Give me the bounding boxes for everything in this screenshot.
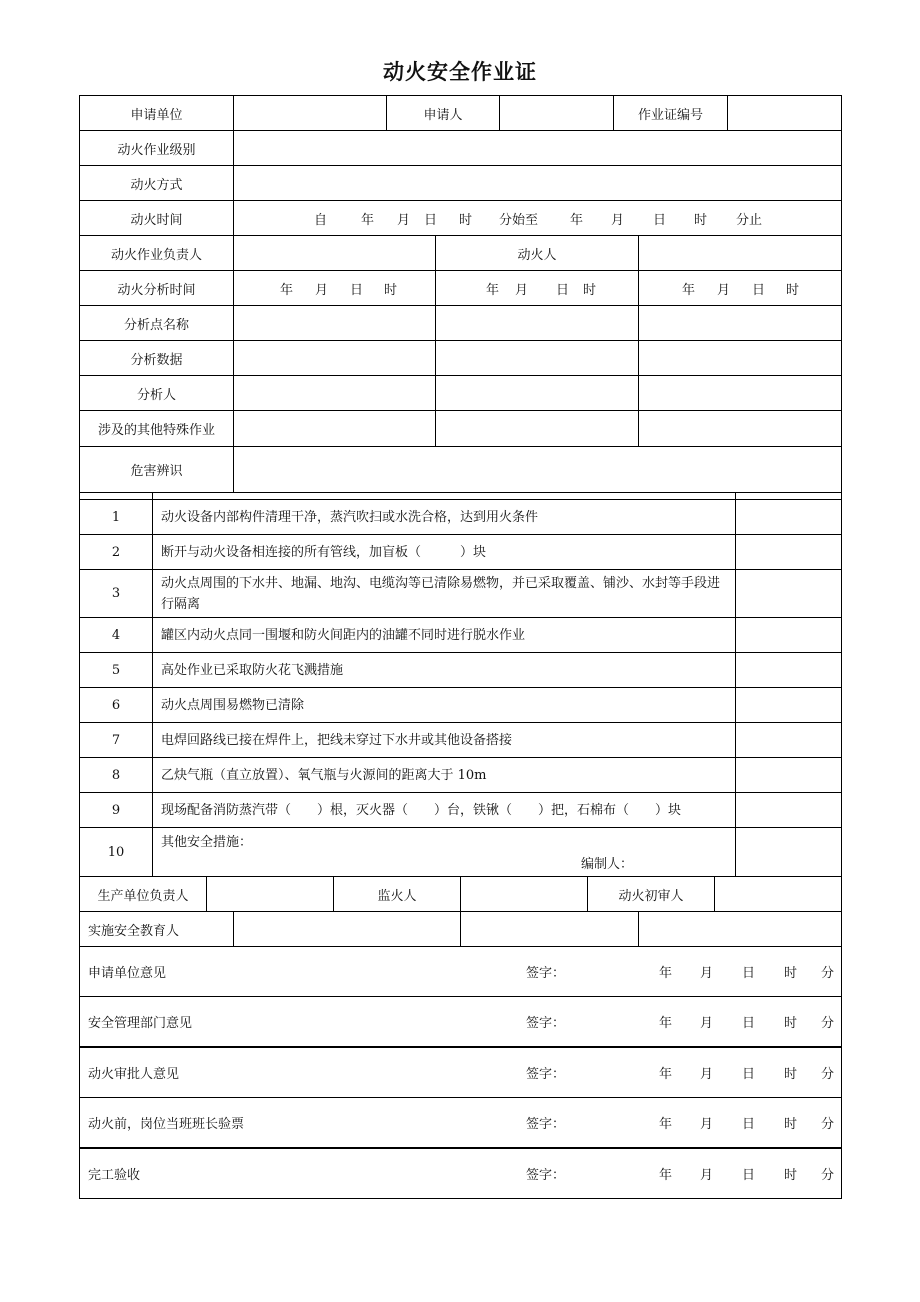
field-leader[interactable] — [233, 235, 436, 271]
measure-text — [152, 722, 736, 758]
label-method: 动火方式 — [79, 165, 234, 201]
at2-hour: 时 — [583, 282, 597, 298]
measure-number: 8 — [79, 757, 153, 793]
label-point-name: 分析点名称 — [79, 305, 234, 341]
measure-text-content: 现场配备消防蒸汽带（ ）根，灭火器（ ）台，铁锹（ ）把，石棉布（ ）块 — [161, 802, 682, 818]
date-part-label: 时 — [784, 1066, 798, 1082]
date-part-label: 时 — [784, 966, 798, 981]
at3-year: 年 — [682, 282, 696, 298]
label-apply-unit: 申请单位 — [79, 95, 234, 131]
measure-text-content: 动火点周围的下水井、地漏、地沟、电缆沟等已清除易燃物，并已采取覆盖、铺沙、水封等手段进行隔离 — [161, 575, 721, 612]
date-part-label: 日 — [742, 1117, 756, 1133]
field-edu-2[interactable] — [460, 911, 639, 947]
measure-number: 1 — [79, 499, 153, 535]
time-text-6: 年 — [570, 212, 584, 228]
measure-number: 3 — [79, 569, 153, 618]
measure-check-field[interactable] — [735, 687, 842, 723]
date-part-label: 月 — [700, 1066, 714, 1082]
date-part-label: 年 — [659, 966, 673, 981]
field-fire-watch[interactable] — [460, 876, 588, 912]
opinion-label: 完工验收 — [88, 1167, 141, 1183]
page-title: 动火安全作业证 — [383, 60, 537, 84]
field-applicant[interactable] — [499, 95, 614, 131]
field-analysis-data-3[interactable] — [638, 340, 842, 376]
signature-label: 签字： — [526, 1117, 566, 1133]
measure-text — [152, 652, 736, 688]
measure-text — [152, 617, 736, 653]
label-prod-leader: 生产单位负责人 — [79, 876, 207, 912]
date-part-label: 分 — [821, 1117, 835, 1133]
field-analysis-time-3[interactable] — [638, 270, 842, 306]
measure-number: 7 — [79, 722, 153, 758]
date-part-label: 年 — [659, 1167, 673, 1183]
date-part-label: 时 — [784, 1167, 798, 1183]
field-analyst-3[interactable] — [638, 375, 842, 411]
label-hazard: 危害辨识 — [79, 446, 234, 493]
time-text-2: 月 — [397, 212, 411, 228]
date-part-label: 时 — [784, 1117, 798, 1133]
measure-number: 4 — [79, 617, 153, 653]
label-analysis-data: 分析数据 — [79, 340, 234, 376]
signature-label: 签字： — [526, 1167, 566, 1183]
measure-text — [152, 792, 736, 828]
at3-hour: 时 — [786, 282, 800, 298]
measure-check-field[interactable] — [735, 534, 842, 570]
measure-number: 5 — [79, 652, 153, 688]
measure-check-field[interactable] — [735, 499, 842, 535]
measure-text-content: 罐区内动火点同一围堰和防火间距内的油罐不同时进行脱水作业 — [161, 627, 526, 643]
at1-year: 年 — [280, 282, 294, 298]
label-applicant: 申请人 — [386, 95, 500, 131]
field-analysis-data-2[interactable] — [435, 340, 639, 376]
at1-hour: 时 — [384, 282, 398, 298]
label-fire-person: 动火人 — [435, 235, 639, 271]
field-analysis-time-1[interactable] — [233, 270, 436, 306]
measure-text-content: 乙炔气瓶（直立放置）、氧气瓶与火源间的距离大于 10m — [161, 767, 487, 783]
measure-number: 2 — [79, 534, 153, 570]
time-text-8: 日 — [653, 212, 667, 228]
label-edu: 实施安全教育人 — [79, 911, 234, 947]
measure-number: 6 — [79, 687, 153, 723]
field-prod-leader[interactable] — [206, 876, 334, 912]
field-analysis-time-2[interactable] — [435, 270, 639, 306]
field-permit-no[interactable] — [727, 95, 842, 131]
field-edu-3[interactable] — [638, 911, 842, 947]
signature-label: 签字： — [526, 1016, 566, 1032]
date-part-label: 月 — [700, 966, 714, 981]
signature-label: 签字： — [526, 1066, 566, 1082]
date-part-label: 时 — [784, 1016, 798, 1032]
at2-day: 日 — [556, 282, 570, 298]
opinion-label: 动火审批人意见 — [88, 1066, 180, 1082]
at2-month: 月 — [515, 282, 529, 298]
field-initial-review[interactable] — [714, 876, 842, 912]
label-permit-no: 作业证编号 — [613, 95, 728, 131]
field-point-name-3[interactable] — [638, 305, 842, 341]
opinion-label: 动火前，岗位当班班长验票 — [88, 1117, 245, 1133]
measure-check-field[interactable] — [735, 722, 842, 758]
opinion-row[interactable] — [79, 996, 842, 1047]
date-part-label: 月 — [700, 1167, 714, 1183]
time-text-4: 时 — [459, 212, 473, 228]
field-method[interactable] — [233, 165, 842, 201]
field-hazard[interactable] — [233, 446, 842, 493]
date-part-label: 日 — [742, 966, 756, 981]
label-special-work: 涉及的其他特殊作业 — [79, 410, 234, 447]
at2-year: 年 — [486, 282, 500, 298]
field-apply-unit[interactable] — [233, 95, 387, 131]
time-text-0: 自 — [314, 212, 328, 228]
signature-label: 签字： — [526, 966, 566, 981]
date-part-label: 分 — [821, 966, 835, 981]
measure-note: 编制人： — [581, 857, 634, 872]
field-edu-1[interactable] — [233, 911, 461, 947]
measure-check-field[interactable] — [735, 792, 842, 828]
measure-check-field[interactable] — [735, 617, 842, 653]
measure-number: 10 — [79, 827, 153, 877]
opinion-row[interactable] — [79, 1047, 842, 1098]
field-special-work-1[interactable] — [233, 410, 436, 447]
opinion-label: 申请单位意见 — [88, 966, 167, 981]
field-level[interactable] — [233, 130, 842, 166]
measure-text-content: 其他安全措施： — [161, 835, 253, 850]
label-analyst: 分析人 — [79, 375, 234, 411]
measure-text-content: 动火点周围易燃物已清除 — [161, 697, 305, 713]
measure-text-content: 断开与动火设备相连接的所有管线，加盲板（ ）块 — [161, 544, 487, 560]
opinion-row[interactable] — [79, 946, 842, 997]
measure-text — [152, 757, 736, 793]
measure-text-content: 动火设备内部构件清理干净，蒸汽吹扫或水洗合格，达到用火条件 — [161, 509, 539, 525]
field-point-name-2[interactable] — [435, 305, 639, 341]
field-fire-person[interactable] — [638, 235, 842, 271]
date-part-label: 分 — [821, 1167, 835, 1183]
date-part-label: 日 — [742, 1167, 756, 1183]
label-level: 动火作业级别 — [79, 130, 234, 166]
time-text-9: 时 — [694, 212, 708, 228]
measure-text — [152, 569, 736, 618]
measure-text — [152, 827, 736, 877]
measure-text — [152, 687, 736, 723]
field-analyst-1[interactable] — [233, 375, 436, 411]
time-text-10: 分止 — [736, 212, 763, 228]
at1-day: 日 — [350, 282, 364, 298]
date-part-label: 日 — [742, 1066, 756, 1082]
measure-check-field[interactable] — [735, 652, 842, 688]
measure-text-content: 电焊回路线已接在焊件上，把线未穿过下水井或其他设备搭接 — [161, 732, 513, 748]
date-part-label: 月 — [700, 1016, 714, 1032]
date-part-label: 分 — [821, 1016, 835, 1032]
time-text-5: 分始至 — [499, 212, 539, 228]
label-fire-watch: 监火人 — [333, 876, 461, 912]
measure-text — [152, 534, 736, 570]
label-initial-review: 动火初审人 — [587, 876, 715, 912]
date-part-label: 月 — [700, 1117, 714, 1133]
date-part-label: 年 — [659, 1117, 673, 1133]
date-part-label: 分 — [821, 1066, 835, 1082]
label-analysis-time: 动火分析时间 — [79, 270, 234, 306]
measure-check-field[interactable] — [735, 757, 842, 793]
time-text-3: 日 — [424, 212, 438, 228]
opinion-row[interactable] — [79, 1148, 842, 1199]
label-leader: 动火作业负责人 — [79, 235, 234, 271]
time-text-1: 年 — [361, 212, 375, 228]
date-part-label: 年 — [659, 1016, 673, 1032]
at3-month: 月 — [717, 282, 731, 298]
date-part-label: 年 — [659, 1066, 673, 1082]
measure-text — [152, 499, 736, 535]
measure-check-field[interactable] — [735, 827, 842, 877]
measure-number: 9 — [79, 792, 153, 828]
field-special-work-3[interactable] — [638, 410, 842, 447]
at3-day: 日 — [752, 282, 766, 298]
measure-check-field[interactable] — [735, 569, 842, 618]
opinion-row[interactable] — [79, 1097, 842, 1148]
time-text-7: 月 — [611, 212, 625, 228]
field-analyst-2[interactable] — [435, 375, 639, 411]
field-special-work-2[interactable] — [435, 410, 639, 447]
field-analysis-data-1[interactable] — [233, 340, 436, 376]
date-part-label: 日 — [742, 1016, 756, 1032]
measure-text-content: 高处作业已采取防火花飞溅措施 — [161, 662, 344, 678]
label-time: 动火时间 — [79, 200, 234, 236]
at1-month: 月 — [315, 282, 329, 298]
field-point-name-1[interactable] — [233, 305, 436, 341]
opinion-label: 安全管理部门意见 — [88, 1016, 193, 1032]
field-time[interactable] — [233, 200, 842, 236]
